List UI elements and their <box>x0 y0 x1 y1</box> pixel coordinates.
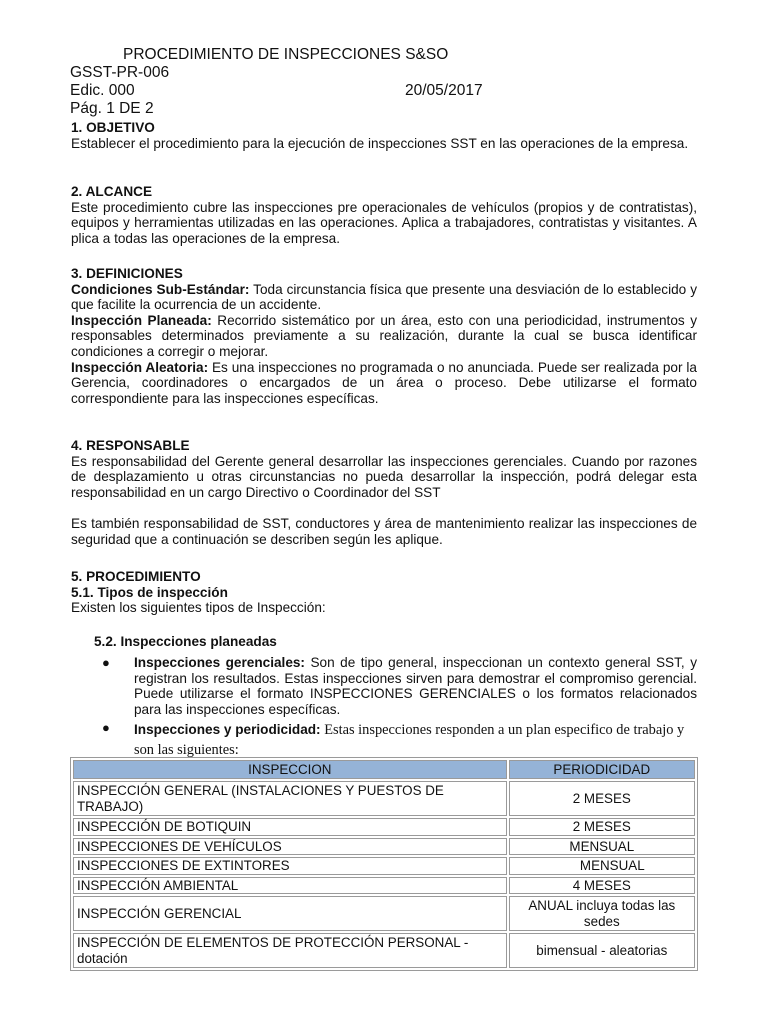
bullet-icon: ● <box>102 720 110 735</box>
page-number: Pág. 1 DE 2 <box>70 100 154 117</box>
table-cell: MENSUAL <box>509 838 695 856</box>
section-text: Este procedimiento cubre las inspecciones pre operacionales de vehículos (propios y de contratistas), equipos y herramientas utilizadas en las operaciones. Aplica a trabajadores, contratistas y visitantes. A plica a todas las operaciones de la empresa. <box>71 199 697 246</box>
definition-term: Condiciones Sub-Estándar: <box>71 281 250 297</box>
inspection-table <box>70 757 698 971</box>
table-cell: 2 MESES <box>509 781 695 816</box>
table-header-row <box>73 760 695 779</box>
definition-item <box>71 313 697 360</box>
table-cell: INSPECCIONES DE EXTINTORES <box>73 857 507 875</box>
section-definiciones <box>71 266 697 406</box>
section-heading: 1. OBJETIVO <box>71 120 155 135</box>
definition-item <box>71 360 697 407</box>
column-header: INSPECCION <box>73 760 507 779</box>
table-cell: INSPECCIÓN GENERAL (INSTALACIONES Y PUESTOS DE TRABAJO) <box>73 781 507 816</box>
table-row <box>73 838 695 856</box>
bullet-text: Son de tipo general, inspeccionan un contexto general SST, y registran los resultados. Estas inspecciones sirven para demostrar el compromiso gerencial. Puede utilizarse el formato INSPECCIONES GERENCIALES o los formatos relacionados para las inspecciones específicas. <box>134 655 697 717</box>
document-title: PROCEDIMIENTO DE INSPECCIONES S&SO <box>123 46 449 63</box>
subsection-heading: 5.2. Inspecciones planeadas <box>94 634 277 649</box>
section-objetivo <box>71 120 697 151</box>
definition-text: Toda circunstancia física que presente una desviación de lo establecido y que facilite la ocurrencia de un accidente. <box>71 281 697 313</box>
bullet-term: Inspecciones y periodicidad: <box>134 722 321 737</box>
table-cell: INSPECCIONES DE VEHÍCULOS <box>73 838 507 856</box>
definition-term: Inspección Planeada: <box>71 312 212 328</box>
table-row <box>73 896 695 931</box>
table-cell: 4 MESES <box>509 877 695 895</box>
list-item <box>102 655 697 717</box>
definition-item <box>71 282 697 313</box>
section-heading: 5. PROCEDIMIENTO <box>71 569 201 584</box>
bullet-icon: ● <box>102 655 110 670</box>
section-responsable <box>71 438 697 548</box>
list-item <box>102 720 697 760</box>
section-text: Es también responsabilidad de SST, conductores y área de mantenimiento realizar las inspecciones de seguridad que a continuación se describen según les aplique. <box>71 516 697 547</box>
table-cell: 2 MESES <box>509 818 695 836</box>
table-cell: INSPECCIÓN DE BOTIQUIN <box>73 818 507 836</box>
document-date: 20/05/2017 <box>405 82 483 99</box>
section-heading: 2. ALCANCE <box>71 184 153 199</box>
table-cell: ANUAL incluya todas las sedes <box>509 896 695 931</box>
section-text: Existen los siguientes tipos de Inspección: <box>71 600 326 616</box>
table-row <box>73 857 695 875</box>
definition-text: Recorrido sistemático por un área, esto con una periodicidad, instrumentos y responsables determinados previamente a su realización, durante la cual se busca identificar condiciones a corregir o mejorar. <box>71 312 697 359</box>
section-alcance <box>71 184 697 246</box>
table-row <box>73 877 695 895</box>
section-heading: 3. DEFINICIONES <box>71 266 183 281</box>
document-code: GSST-PR-006 <box>70 64 170 81</box>
table-row <box>73 781 695 816</box>
definition-term: Inspección Aleatoria: <box>71 359 209 375</box>
section-text: Es responsabilidad del Gerente general desarrollar las inspecciones gerenciales. Cuando por razones de desplazamiento u otras circunstancias no pueda desarrollar la inspección, podrá delegar esta responsabilidad en un cargo Directivo o Coordinador del SST <box>71 453 697 500</box>
section-text: Establecer el procedimiento para la ejecución de inspecciones SST en las operaciones de la empresa. <box>71 135 689 151</box>
table-cell: INSPECCIÓN GERENCIAL <box>73 896 507 931</box>
section-procedimiento <box>71 569 697 616</box>
column-header: PERIODICIDAD <box>509 760 695 779</box>
section-heading: 4. RESPONSABLE <box>71 438 190 453</box>
table-cell: INSPECCIÓN AMBIENTAL <box>73 877 507 895</box>
edition-label: Edic. 000 <box>70 82 135 99</box>
table-cell: bimensual - aleatorias <box>509 933 695 968</box>
bullet-term: Inspecciones gerenciales: <box>134 655 305 670</box>
bullet-text: Estas inspecciones responden a un plan especifico de trabajo y son las siguientes: <box>134 722 685 758</box>
table-cell: MENSUAL <box>509 857 695 875</box>
table-row <box>73 818 695 836</box>
definition-text: Es una inspecciones no programada o no anunciada. Puede ser realizada por la Gerencia, coordinadores o encargados de un área o proceso. Debe utilizarse el formato correspondiente para las inspecciones específicas. <box>71 359 697 406</box>
table-cell: INSPECCIÓN DE ELEMENTOS DE PROTECCIÓN PERSONAL - dotación <box>73 933 507 968</box>
subsection-heading: 5.1. Tipos de inspección <box>71 584 228 600</box>
table-row <box>73 933 695 968</box>
